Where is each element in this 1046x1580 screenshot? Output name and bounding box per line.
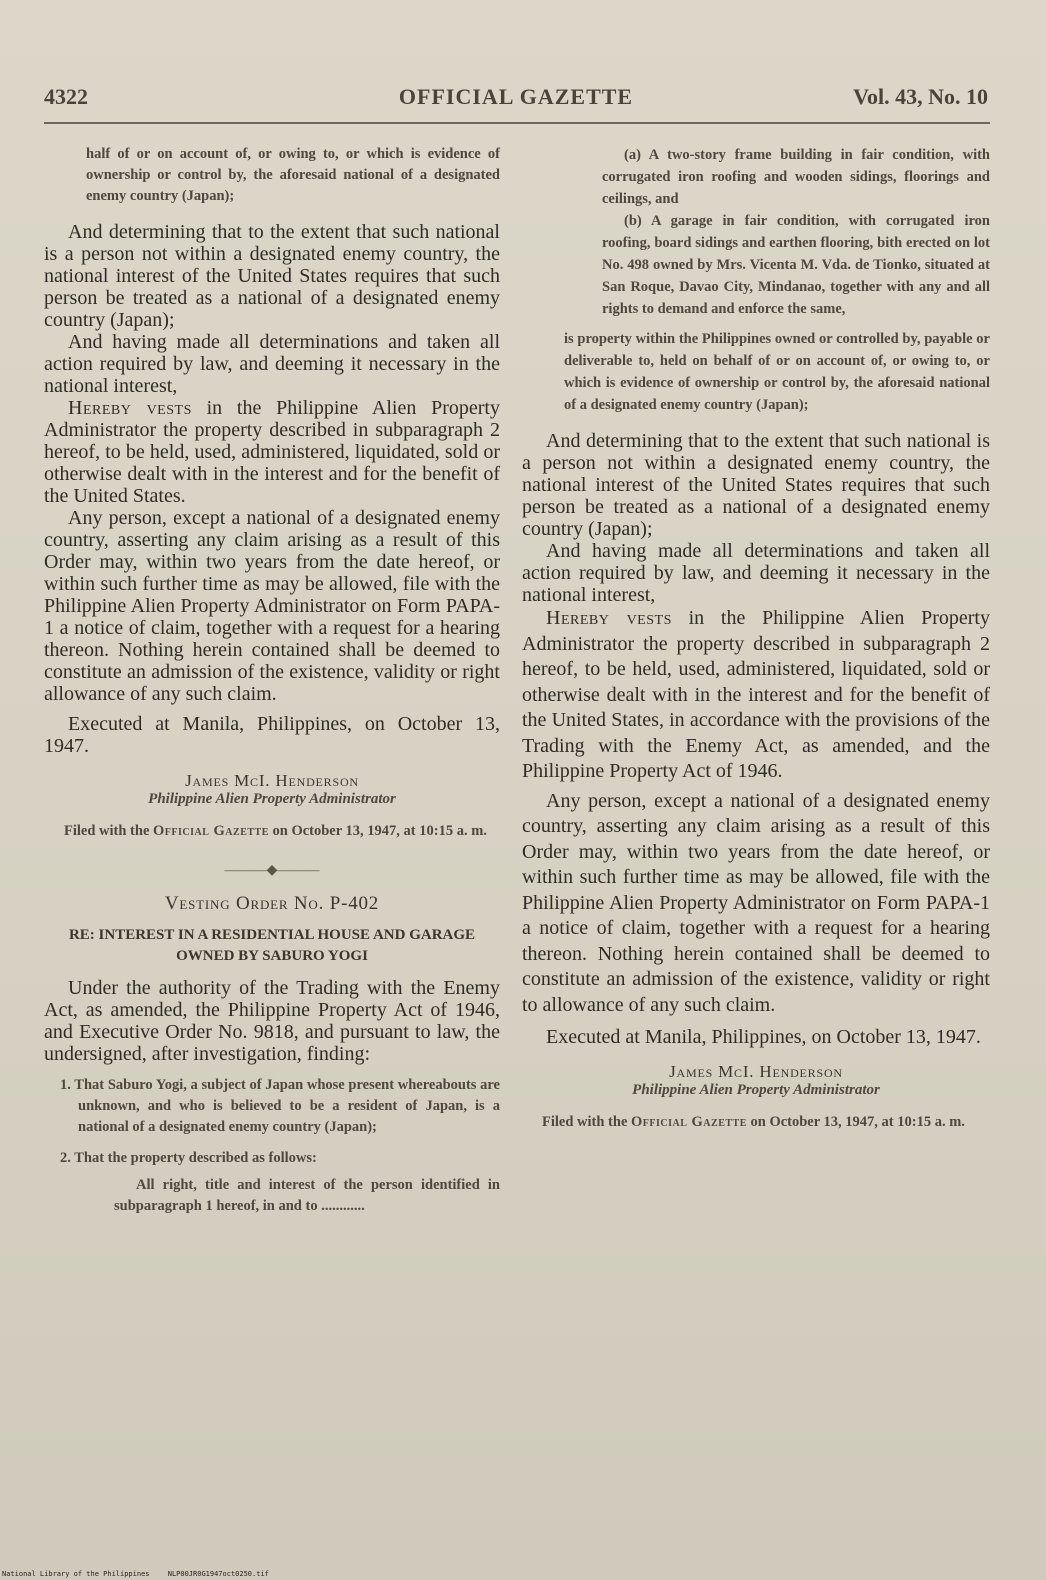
header-rule bbox=[44, 122, 990, 124]
continued-clause: half of or on account of, or owing to, or which is evidence of ownership or control by, the aforesaid national of a designated enemy country (Japan); bbox=[86, 146, 500, 204]
claim-paragraph-2: Any person, except a national of a designated enemy country, asserting any claim arising as a result of this Order may, within two years from the date hereof, or within such further time as may be allowed, file with the Philippine Alien Property Administrator on Form PAPA-1 a notice of claim, together with a request for a hearing thereon. Nothing herein contained shall be deemed to constitute an admission of the existence, validity or right to allowance of any such claim. bbox=[522, 789, 990, 1016]
determinations-paragraph-2: And having made all determinations and taken all action required by law, and deeming it necessary in the national interest, bbox=[522, 540, 990, 606]
vests-body: in the Philippine Alien Property Administrator the property described in subparagraph 2 hereof, to be held, used, administered, liquidated, sold or otherwise dealt with in the interest and for the benefit of the United States. bbox=[44, 397, 500, 507]
finding-item-2: 2. That the property described as follows: bbox=[60, 1150, 317, 1166]
right-column bbox=[522, 144, 990, 1133]
filed-note: Filed with the Official Gazette on October 13, 1947, at 10:15 a. m. bbox=[64, 823, 487, 839]
page-header bbox=[44, 84, 988, 114]
scan-footer bbox=[2, 1570, 283, 1578]
vests-body-2: in the Philippine Alien Property Administrator the property described in subparagraph 2 hereof, to be held, used, administered, liquidated, sold or otherwise dealt with in the interest and for the benefit of the United States, in accordance with the provisions of the Trading with the Enemy Act, as amended, and the Philippine Property Act of 1946. bbox=[522, 607, 990, 782]
library-credit: National Library of the Philippines bbox=[2, 1570, 150, 1578]
claim-paragraph: Any person, except a national of a designated enemy country, asserting any claim arising as a result of this Order may, within two years from the date hereof, or within such further time as may be allowed, file with the Philippine Alien Property Administrator on Form PAPA-1 a notice of claim, together with a request for a hearing thereon. Nothing herein contained shall be deemed to constitute an admission of the existence, validity or right allowance of any such claim. bbox=[44, 507, 500, 705]
publication-title: OFFICIAL GAZETTE bbox=[398, 84, 634, 109]
determinations-paragraph: And having made all determinations and taken all action required by law, and deeming it necessary in the national interest, bbox=[44, 331, 500, 397]
signatory-name: James McI. Henderson bbox=[185, 771, 359, 790]
executed-paragraph-2: Executed at Manila, Philippines, on October 13, 1947. bbox=[546, 1026, 981, 1048]
vests-lead: Hereby vests bbox=[68, 397, 192, 419]
volume-number: Vol. 43, No. 10 bbox=[853, 84, 988, 109]
finding-item-1: 1. That Saburo Yogi, a subject of Japan whose present whereabouts are unknown, and who is believed to be a resident of Japan, is a national of a designated enemy country (Japan); bbox=[60, 1077, 500, 1135]
determination-paragraph-2: And determining that to the extent that such national is a person not within a designated enemy country, the national interest of the United States requires that such person be treated as a national of a designated enemy country (Japan); bbox=[522, 430, 990, 540]
executed-paragraph: Executed at Manila, Philippines, on October 13, 1947. bbox=[44, 713, 500, 757]
signatory-role-2: Philippine Alien Property Administrator bbox=[632, 1082, 880, 1098]
property-item-b: (b) A garage in fair condition, with corrugated iron roofing, board sidings and earthen flooring, bith erected on lot No. 498 owned by Mrs. Vicenta M. Vda. de Tionko, situated at San Roque, Davao City, Mindanao, together with any and all rights to demand and enforce the same, bbox=[602, 213, 990, 317]
signatory-name-2: James McI. Henderson bbox=[669, 1062, 843, 1081]
signature-block bbox=[44, 771, 500, 808]
vesting-paragraph-2 bbox=[522, 606, 990, 785]
determination-paragraph: And determining that to the extent that such national is a person not within a designated enemy country, the national interest of the United States requires that such person be treated as a national of a designated enemy country (Japan); bbox=[44, 221, 500, 331]
page-number: 4322 bbox=[44, 84, 88, 109]
vests-lead-2: Hereby vests bbox=[546, 607, 672, 629]
property-item-a: (a) A two-story frame building in fair condition, with corrugated iron roofing and wooden sidings, floorings and ceilings, and bbox=[602, 147, 990, 207]
property-status-clause: is property within the Philippines owned or controlled by, payable or deliverable to, held on behalf of or on account of, or owing to, or which is evidence of ownership or control by, the aforesaid national of a designated enemy country (Japan); bbox=[564, 331, 990, 413]
left-column bbox=[44, 144, 500, 1217]
vesting-paragraph bbox=[44, 397, 500, 507]
re-heading: RE: INTEREST IN A RESIDENTIAL HOUSE AND GARAGE OWNED BY SABURO YOGI bbox=[68, 927, 476, 964]
authority-paragraph: Under the authority of the Trading with the Enemy Act, as amended, the Philippine Property Act of 1946, and Executive Order No. 9818, and pursuant to law, the undersigned, after investigation, finding: bbox=[44, 977, 500, 1065]
scan-filename: NLP00JR0G1947oct0250.tif bbox=[167, 1570, 269, 1578]
section-divider: ———◆——— bbox=[224, 863, 320, 878]
filed-note-2: Filed with the Official Gazette on October 13, 1947, at 10:15 a. m. bbox=[542, 1114, 965, 1130]
signatory-role: Philippine Alien Property Administrator bbox=[148, 791, 396, 807]
finding-item-2-detail: All right, title and interest of the person identified in subparagraph 1 hereof, in and to ............ bbox=[114, 1177, 500, 1214]
vesting-order-title: Vesting Order No. P-402 bbox=[164, 893, 380, 914]
signature-block-2 bbox=[522, 1062, 990, 1099]
